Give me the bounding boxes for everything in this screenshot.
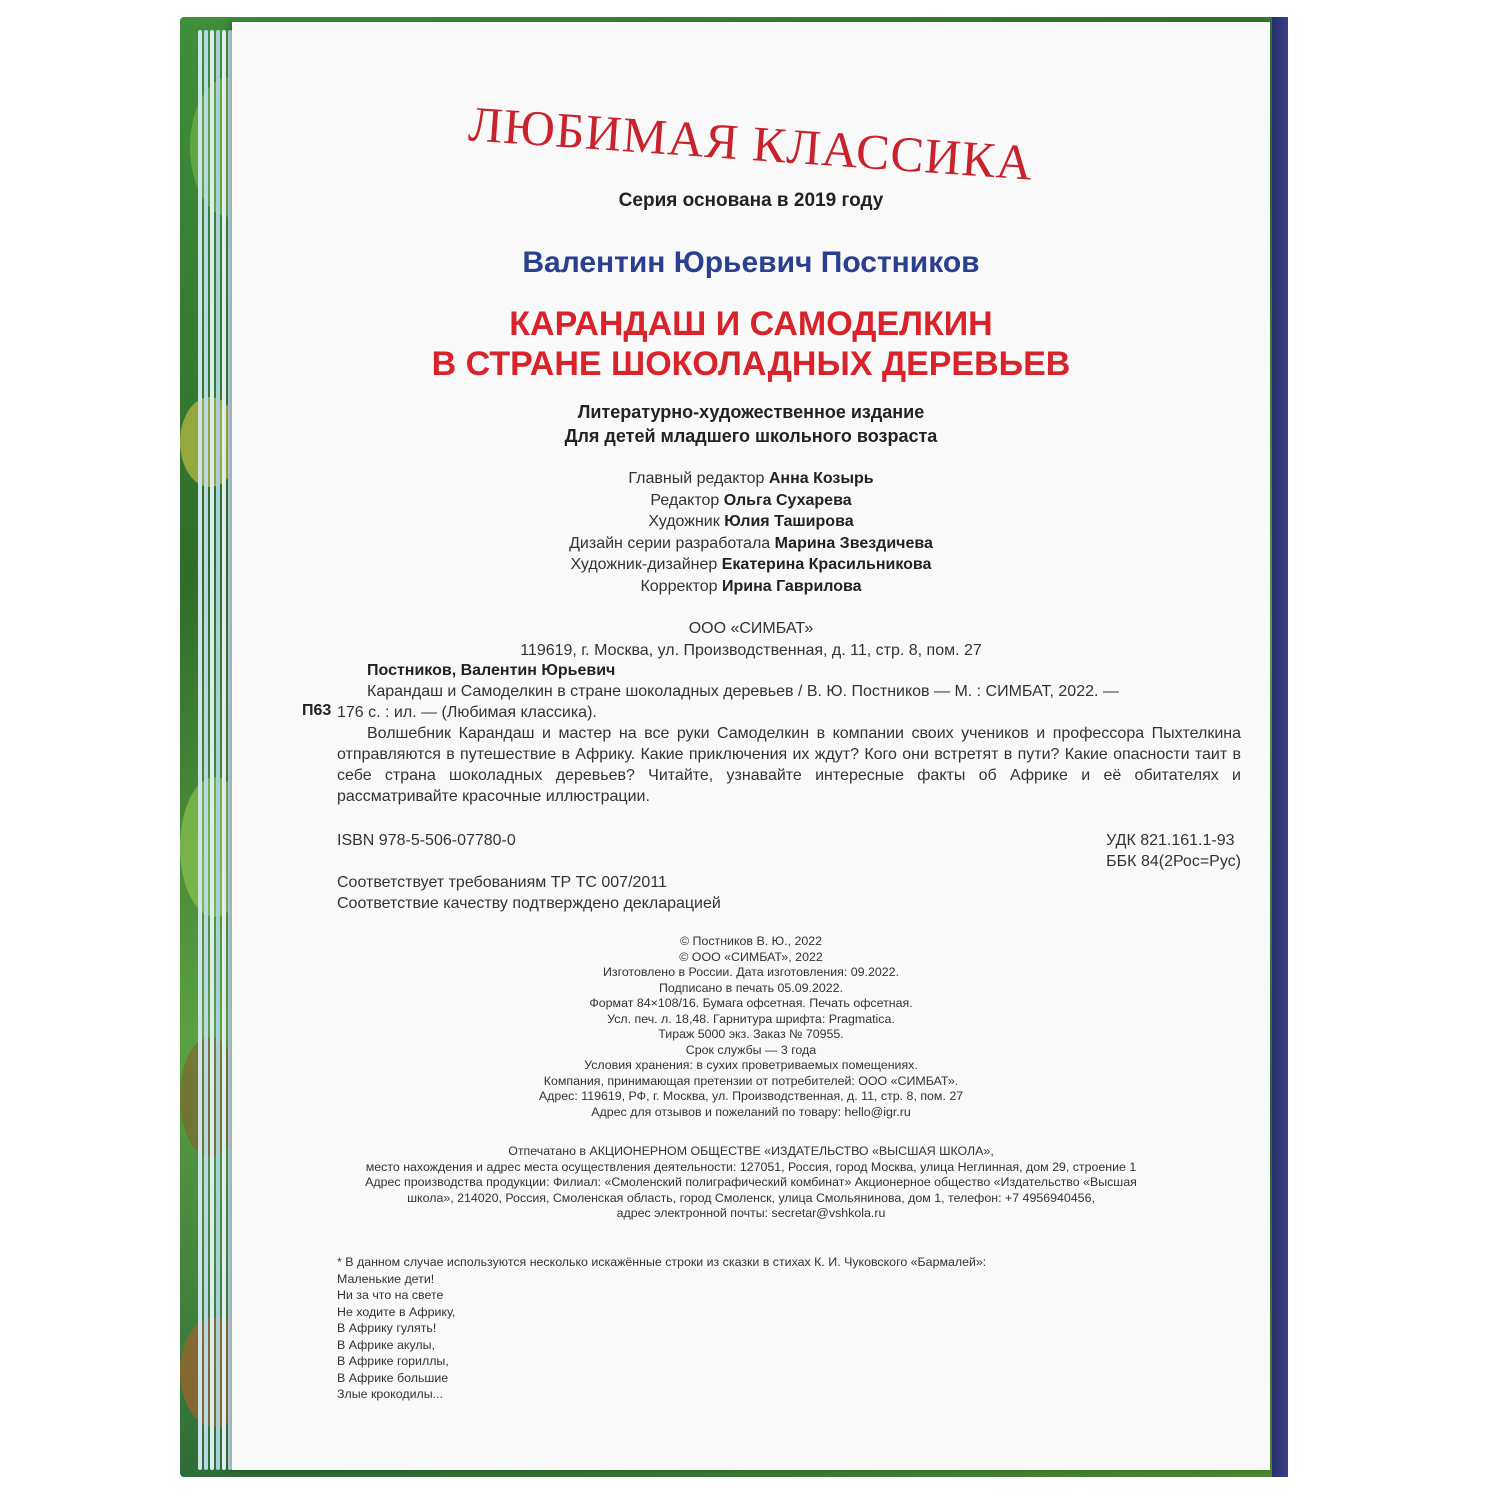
bbk: ББК 84(2Рос=Рус) <box>1106 853 1241 870</box>
book-title-line: КАРАНДАШ И САМОДЕЛКИН <box>509 305 993 343</box>
isbn-row <box>337 830 1241 870</box>
imprint-line: © ООО «СИМБАТ», 2022 <box>679 949 823 964</box>
poem-line: Ни за что на свете <box>337 1288 444 1302</box>
footnote-intro: * В данном случае используются несколько искажённые строки из сказки в стихах К. И. Чуковского «Бармалей»: <box>337 1255 987 1269</box>
compliance-line: Соответствует требованиям ТР ТС 007/2011 <box>337 874 667 891</box>
credit-role: Дизайн серии разработала <box>569 534 771 552</box>
catalog-code: П63 <box>302 702 332 719</box>
catalog-description-cont: 176 с. : ил. — (Любимая классика). <box>337 704 597 721</box>
imprint-line: Усл. печ. л. 18,48. Гарнитура шрифта: Pragmatica. <box>607 1011 895 1026</box>
imprint-line: Срок службы — 3 года <box>685 1042 817 1057</box>
udk: УДК 821.161.1-93 <box>1106 832 1235 849</box>
catalog-author-heading: Постников, Валентин Юрьевич <box>367 662 616 679</box>
footnote <box>337 1254 1237 1403</box>
credit-person: Ирина Гаврилова <box>721 577 862 595</box>
publisher-address: 119619, г. Москва, ул. Производственная, д. 11, стр. 8, пом. 27 <box>520 642 982 659</box>
edition-info <box>232 400 1270 448</box>
credit-line <box>232 490 1270 512</box>
imprint-line: Формат 84×108/16. Бумага офсетная. Печать офсетная. <box>589 996 913 1010</box>
printer-line: Адрес производства продукции: Филиал: «Смоленский полиграфический комбинат» Акционерное общество «Издательство «Высшая <box>365 1175 1137 1189</box>
printer-line: школа», 214020, Россия, Смоленская область, город Смоленск, улица Смольянинова, дом 1, телефон: +7 4956940456, <box>407 1190 1095 1205</box>
publisher-info <box>232 618 1270 662</box>
poem-line: В Африке гориллы, <box>337 1354 449 1368</box>
credit-role: Редактор <box>650 491 720 509</box>
credit-person: Екатерина Красильникова <box>721 556 932 573</box>
isbn: ISBN 978-5-506-07780-0 <box>337 832 516 849</box>
credit-role: Художник <box>648 513 720 530</box>
imprint-line: Изготовлено в России. Дата изготовления: 09.2022. <box>602 965 899 979</box>
printer-details <box>232 1144 1270 1222</box>
credit-line <box>232 468 1270 490</box>
catalog-description: Карандаш и Самоделкин в стране шоколадных деревьев / В. Ю. Постников — М. : СИМБАТ, 2022. — <box>367 683 1119 700</box>
author-name: Валентин Юрьевич Постников <box>522 246 980 279</box>
credit-person: Ольга Сухарева <box>723 491 852 509</box>
series-subtitle: Серия основана в 2019 году <box>618 190 884 211</box>
credit-role: Корректор <box>640 577 718 595</box>
poem-line: Маленькие дети! <box>337 1271 435 1286</box>
credits-list <box>232 468 1270 597</box>
publisher-name: ООО «СИМБАТ» <box>688 620 814 637</box>
series-title: ЛЮБИМАЯ КЛАССИКА <box>466 95 1036 191</box>
imprint-details <box>232 934 1270 1120</box>
credit-line <box>232 576 1270 598</box>
book-title-line: В СТРАНЕ ШОКОЛАДНЫХ ДЕРЕВЬЕВ <box>431 345 1071 383</box>
credit-line <box>232 511 1270 533</box>
imprint-line: Адрес: 119619, РФ, г. Москва, ул. Производственная, д. 11, стр. 8, пом. 27 <box>538 1089 964 1103</box>
imprint-line: Условия хранения: в сухих проветриваемых помещениях. <box>584 1058 918 1072</box>
udk-bbk <box>1106 830 1241 872</box>
imprint-page <box>232 22 1270 1470</box>
printer-line: Отпечатано в АКЦИОНЕРНОМ ОБЩЕСТВЕ «ИЗДАТЕЛЬСТВО «ВЫСШАЯ ШКОЛА», <box>508 1144 994 1158</box>
poem-line: В Африке большие <box>337 1370 449 1385</box>
imprint-line: Компания, принимающая претензии от потребителей: ООО «СИМБАТ». <box>543 1073 959 1088</box>
credit-person: Юлия Таширова <box>724 513 854 530</box>
poem-line: Не ходите в Африку, <box>337 1304 456 1319</box>
poem-line: В Африку гулять! <box>337 1321 437 1335</box>
printer-line: место нахождения и адрес места осуществления деятельности: 127051, Россия, город Москва, улица Неглинная, дом 29, строение 1 <box>365 1159 1137 1174</box>
credit-role: Художник-дизайнер <box>570 556 718 573</box>
credit-person: Марина Звездичева <box>774 534 933 552</box>
imprint-line: Тираж 5000 экз. Заказ № 70955. <box>658 1027 844 1041</box>
poem-line: В Африке акулы, <box>337 1337 435 1352</box>
poem-line: Злые крокодилы... <box>337 1387 443 1401</box>
book-title <box>232 304 1270 384</box>
imprint-line: © Постников В. Ю., 2022 <box>679 934 823 948</box>
credit-line <box>232 533 1270 555</box>
credit-line <box>232 554 1270 576</box>
catalog-annotation: Волшебник Карандаш и мастер на все руки Самоделкин в компании своих учеников и профессора Пыхтелкина отправляются в путешествие в Африку. Какие приключения их ждут? Кого они встретят в пути? Какие опасности таит в себе страна шоколадных деревьев? Читайте, узнавайте интересные факты об Африке и её обитателях и рассматривайте красочные иллюстрации. <box>337 725 1241 805</box>
credit-person: Анна Козырь <box>768 470 874 487</box>
imprint-line: Адрес для отзывов и пожеланий по товару: hello@igr.ru <box>591 1104 911 1119</box>
imprint-line: Подписано в печать 05.09.2022. <box>659 980 843 995</box>
edition-type: Литературно-художественное издание <box>577 402 925 422</box>
edition-audience: Для детей младшего школьного возраста <box>564 426 938 446</box>
compliance-info <box>337 872 1241 914</box>
printer-line: адрес электронной почты: secretar@vshkola.ru <box>616 1206 886 1220</box>
book-spine-edge <box>1272 17 1288 1477</box>
catalog-record <box>337 660 1241 807</box>
credit-role: Главный редактор <box>628 470 765 487</box>
compliance-line: Соответствие качеству подтверждено декларацией <box>337 895 721 912</box>
